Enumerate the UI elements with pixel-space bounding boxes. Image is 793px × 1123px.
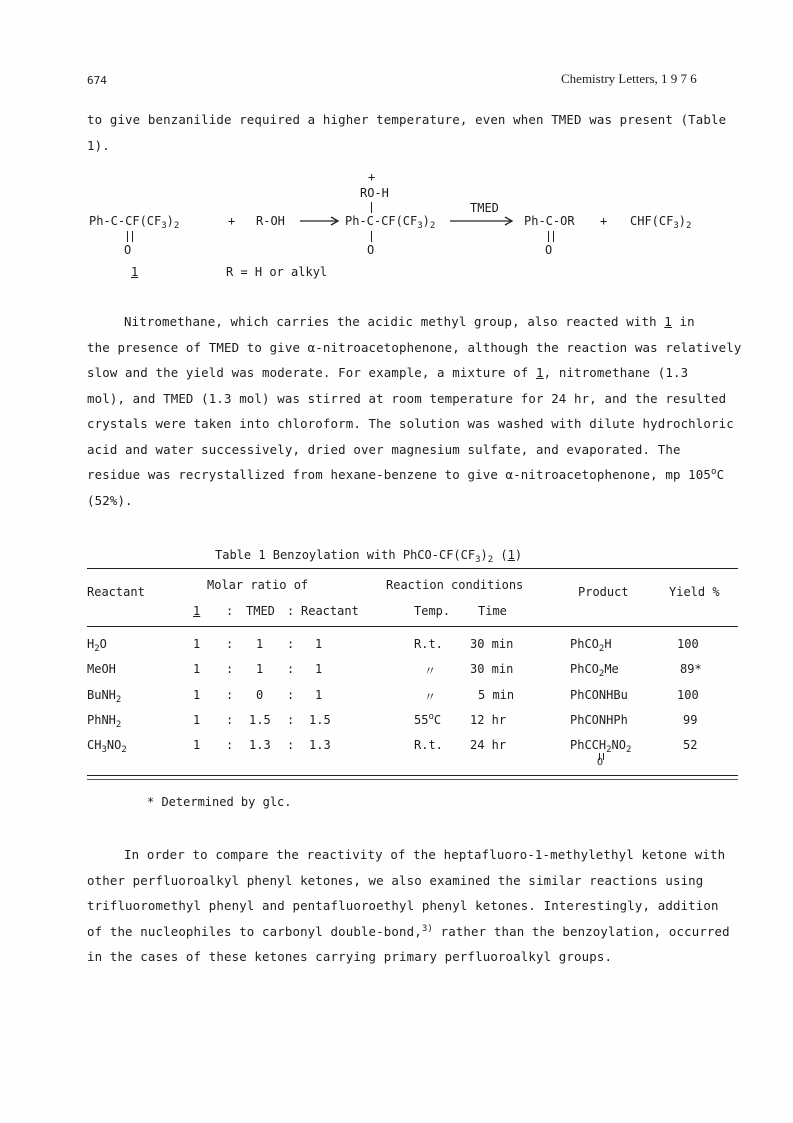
product-oxygen: O (597, 757, 604, 768)
time: 5 min (478, 688, 515, 702)
colon: : (287, 662, 295, 676)
header-colon-2: : (287, 604, 295, 618)
colon: : (287, 637, 295, 651)
intro-line-1: to give benzanilide required a higher temperature, even when TMED was present (Table (87, 112, 727, 127)
table-header-rule (87, 626, 738, 627)
product: PhCO$_2$Me (570, 662, 619, 679)
journal-header: Chemistry Letters, 1 9 7 6 (561, 71, 697, 86)
yield: 100 (677, 688, 699, 702)
table-row: BuNH$_2$ (87, 688, 122, 705)
temp: 55$^o$C (414, 712, 442, 727)
temp-ditto: 〃 (424, 664, 437, 678)
ester-product: Ph-C-OR (524, 214, 575, 228)
oxygen-3: O (545, 243, 553, 257)
colon: : (226, 713, 234, 727)
oxygen-2: O (367, 243, 375, 257)
bond-up (371, 202, 372, 213)
ketone-formula: $Ph-C-CF(CF_3)_2$ (89, 214, 180, 231)
cation-charge: + (368, 170, 376, 184)
header-compound-1: 1 (193, 604, 201, 618)
product: PhCONHBu (570, 688, 628, 702)
header-conditions: Reaction conditions (386, 578, 524, 592)
ratio-1: 1 (193, 738, 201, 752)
colon: : (287, 713, 295, 727)
double-bond-2 (548, 231, 554, 242)
ratio-1: 1 (193, 637, 201, 651)
temp-ditto: 〃 (424, 690, 437, 704)
table-top-rule (87, 568, 738, 569)
product: $PhCCH_2NO_2$ (570, 738, 632, 755)
ratio-tmed: 1.5 (249, 713, 271, 727)
ratio-1: 1 (193, 688, 201, 702)
ratio-tmed: 1 (256, 637, 264, 651)
table-row: $CH_3NO_2$ (87, 738, 127, 755)
header-product: Product (578, 585, 629, 599)
product: PhCONHPh (570, 713, 628, 727)
table-row: MeOH (87, 662, 116, 676)
ratio-1: 1 (193, 662, 201, 676)
table-bottom-rule (87, 775, 738, 776)
time: 30 min (470, 637, 514, 651)
header-molar-ratio: Molar ratio of (207, 578, 309, 592)
time: 30 min (470, 662, 514, 676)
paragraph-2: In order to compare the reactivity of the heptafluoro-1-methylethyl ketone with other perfluoroalkyl phenyl ketones, we also examined the similar reactions using trifluoromethyl phenyl and pentafluoroethyl phenyl ketones. Interestingly, addition of the nucleophiles to carbonyl double-bond,$^{3)}$ rather than the benzoylation, occurred in the cases of these ketones carrying primary perfluoroalkyl groups. (87, 847, 730, 964)
table-row: $H_2O$ (87, 637, 107, 654)
reaction-arrow-1 (300, 214, 342, 228)
colon: : (226, 637, 234, 651)
header-reactant: Reactant (87, 585, 145, 599)
header-yield: Yield % (669, 585, 720, 599)
tmed-label: TMED (470, 201, 499, 215)
header-colon-1: : (226, 604, 234, 618)
bond-down (371, 231, 372, 242)
r-definition: R = H or alkyl (226, 265, 328, 279)
ratio-reactant: 1 (315, 637, 323, 651)
double-bond-1 (127, 231, 133, 242)
colon: : (287, 688, 295, 702)
oxygen-1: O (124, 243, 132, 257)
yield: 89* (680, 662, 702, 676)
ratio-reactant: 1 (315, 688, 323, 702)
header-reactant-2: Reactant (301, 604, 359, 618)
colon: : (287, 738, 295, 752)
colon: : (226, 688, 234, 702)
alcohol: R-OH (256, 214, 285, 228)
table-row: PhNH$_2$ (87, 713, 122, 730)
temp: R.t. (414, 738, 443, 752)
plus-1: + (228, 214, 236, 228)
table-bottom-rule-2 (87, 779, 738, 780)
reaction-arrow-2 (450, 214, 516, 228)
yield: 99 (683, 713, 698, 727)
table-footnote: * Determined by glc. (147, 795, 292, 809)
temp: R.t. (414, 637, 443, 651)
ratio-tmed: 1.3 (249, 738, 271, 752)
compound-label: 1 (131, 265, 139, 279)
ratio-tmed: 0 (256, 688, 264, 702)
colon: : (226, 738, 234, 752)
intermediate-formula: $Ph-C-CF(CF_3)_2$ (345, 214, 436, 231)
time: 12 hr (470, 713, 507, 727)
ratio-tmed: 1 (256, 662, 264, 676)
page-number: 674 (87, 74, 107, 87)
product: PhCO$_2$H (570, 637, 612, 654)
ratio-reactant: 1.5 (309, 713, 331, 727)
table-caption: Table 1 Benzoylation with PhCO-$CF(CF_3)_2$ (1) (215, 548, 523, 565)
yield: 100 (677, 637, 699, 651)
intro-line-2: 1). (87, 138, 110, 153)
paragraph-1: Nitromethane, which carries the acidic methyl group, also reacted with 1 in the presence of TMED to give α-nitroacetophenone, although the reaction was relatively slow and the yield was moderate. For example, a mixture of 1, nitromethane (1.3 mol), and TMED (1.3 mol) was stirred at room temperature for 24 hr, and the resulted crystals were taken into chloroform. The solution was washed with dilute hydrochloric acid and water successively, dried over magnesium sulfate, and evaporated. The residue was recrystallized from hexane-benzene to give α-nitroacetophenone, mp 105$^o$C (52%). (87, 314, 742, 508)
header-temp: Temp. (414, 604, 451, 618)
oxonium-group: RO-H (360, 186, 389, 200)
ratio-reactant: 1 (315, 662, 323, 676)
ratio-1: 1 (193, 713, 201, 727)
header-time: Time (478, 604, 507, 618)
ratio-reactant: 1.3 (309, 738, 331, 752)
colon: : (226, 662, 234, 676)
fluoroalkane-product: $CHF(CF_3)_2$ (630, 214, 692, 231)
header-tmed: TMED (246, 604, 275, 618)
time: 24 hr (470, 738, 507, 752)
plus-2: + (600, 214, 608, 228)
yield: 52 (683, 738, 698, 752)
